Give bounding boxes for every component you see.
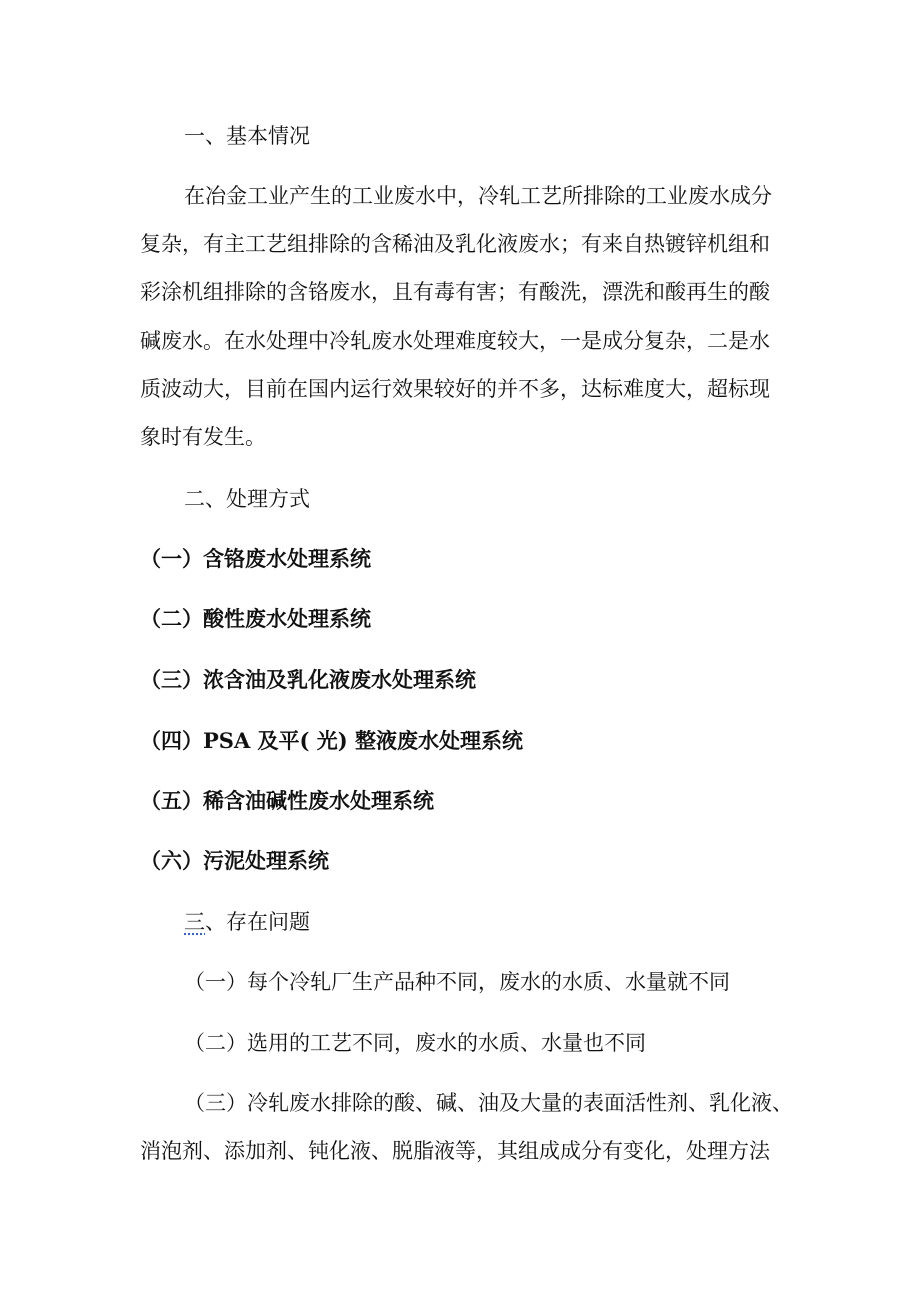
section-2-item: （六）污泥处理系统 bbox=[140, 848, 329, 873]
section-3-heading-number: 三 bbox=[184, 910, 205, 934]
section-2-item: （三）浓含油及乳化液废水处理系统 bbox=[140, 667, 476, 692]
section-2-item: （五）稀含油碱性废水处理系统 bbox=[140, 788, 434, 813]
section-3-item: （二）选用的工艺不同，废水的水质、水量也不同 bbox=[184, 1031, 646, 1055]
section-2-item: （二）酸性废水处理系统 bbox=[140, 606, 371, 631]
section-2-heading: 二、处理方式 bbox=[184, 487, 310, 511]
section-1-paragraph-line: 彩涂机组排除的含铬废水，且有毒有害；有酸洗，漂洗和酸再生的酸 bbox=[140, 280, 770, 304]
section-3-item: （一）每个冷轧厂生产品种不同，废水的水质、水量就不同 bbox=[184, 970, 730, 994]
section-2-item: （四）PSA 及平( 光) 整液废水处理系统 bbox=[140, 728, 524, 753]
section-1-paragraph-line: 象时有发生。 bbox=[140, 425, 266, 449]
section-1-heading: 一、基本情况 bbox=[184, 124, 310, 148]
section-3-heading bbox=[184, 907, 310, 937]
section-1-paragraph-line: 复杂，有主工艺组排除的含稀油及乳化液废水；有来自热镀锌机组和 bbox=[140, 232, 770, 256]
section-1-paragraph-line: 质波动大，目前在国内运行效果较好的并不多，达标难度大，超标现 bbox=[140, 377, 770, 401]
section-3-item-3-line: 消泡剂、添加剂、钝化液、脱脂液等，其组成成分有变化，处理方法 bbox=[140, 1139, 770, 1163]
section-1-paragraph-line: 在冶金工业产生的工业废水中，冷轧工艺所排除的工业废水成分 bbox=[184, 184, 772, 208]
section-3-heading-text: 、存在问题 bbox=[205, 910, 310, 934]
section-3-item-3-line: （三）冷轧废水排除的酸、碱、油及大量的表面活性剂、乳化液、 bbox=[184, 1091, 793, 1115]
section-2-item: （一）含铬废水处理系统 bbox=[140, 546, 371, 571]
section-1-paragraph-line: 碱废水。在水处理中冷轧废水处理难度较大，一是成分复杂，二是水 bbox=[140, 329, 770, 353]
